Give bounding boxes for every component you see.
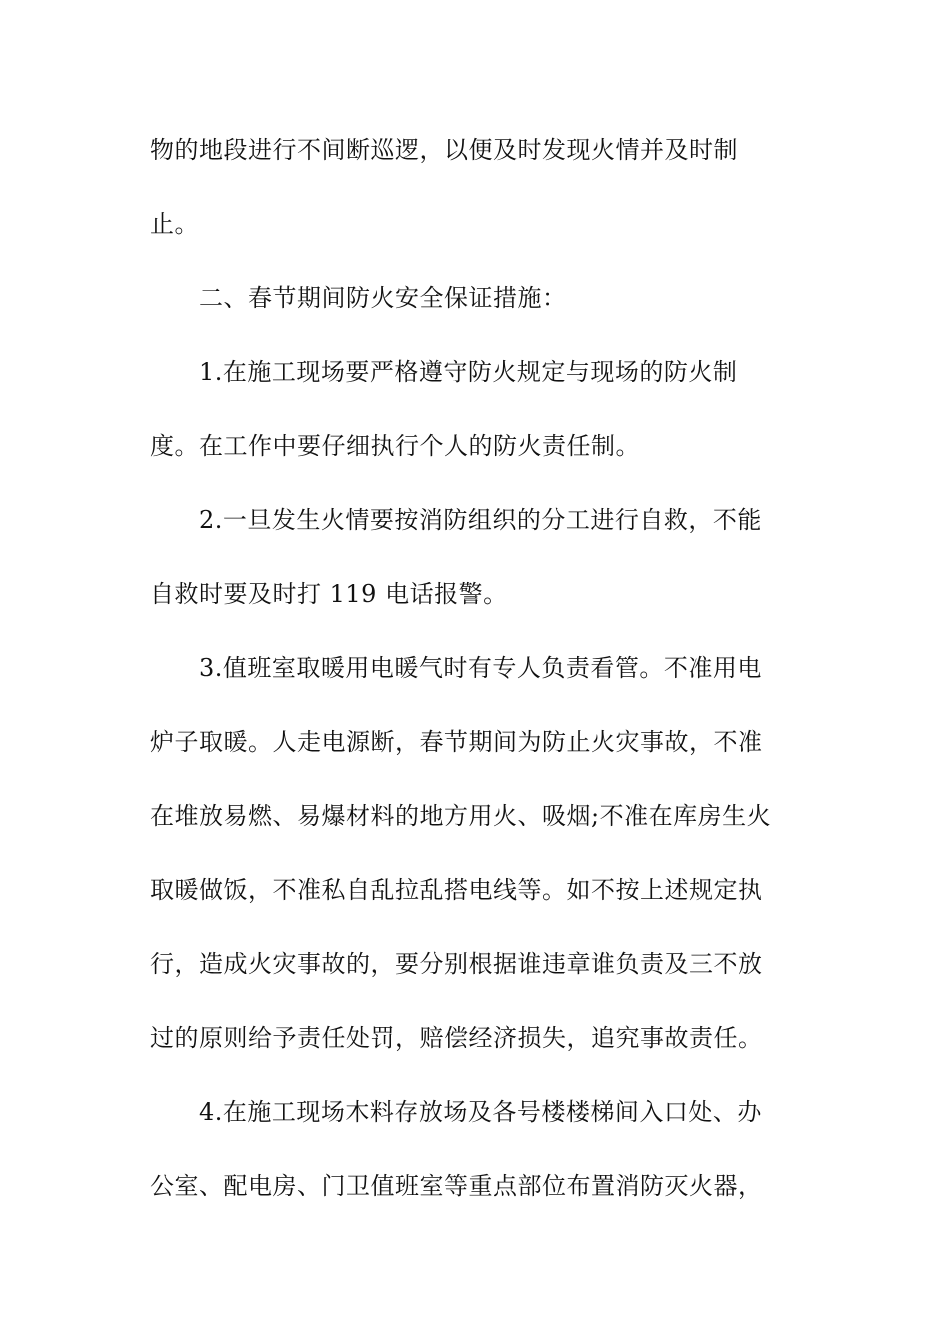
text-line: 1.在施工现场要严格遵守防火规定与现场的防火制 xyxy=(199,358,738,386)
text-line: 度。在工作中要仔细执行个人的防火责任制。 xyxy=(150,432,640,460)
text-line: 取暖做饭，不准私自乱拉乱搭电线等。如不按上述规定执 xyxy=(150,876,763,904)
text-line: 行，造成火灾事故的，要分别根据谁违章谁负责及三不放 xyxy=(150,950,763,978)
text-line: 自救时要及时打 119 电话报警。 xyxy=(150,580,508,608)
text-line: 在堆放易燃、易爆材料的地方用火、吸烟;不准在库房生火 xyxy=(150,802,772,830)
section-heading: 二、春节期间防火安全保证措施： xyxy=(199,284,567,312)
text-line: 物的地段进行不间断巡逻，以便及时发现火情并及时制 xyxy=(150,136,738,164)
text-line: 过的原则给予责任处罚，赔偿经济损失，追究事故责任。 xyxy=(150,1024,763,1052)
text-line: 2.一旦发生火情要按消防组织的分工进行自救，不能 xyxy=(199,506,762,534)
text-line: 3.值班室取暖用电暖气时有专人负责看管。不准用电 xyxy=(199,654,762,682)
text-line: 4.在施工现场木料存放场及各号楼楼梯间入口处、办 xyxy=(199,1098,762,1126)
text-line: 止。 xyxy=(150,210,199,238)
text-line: 公室、配电房、门卫值班室等重点部位布置消防灭火器， xyxy=(150,1172,763,1200)
text-line: 炉子取暖。人走电源断，春节期间为防止火灾事故，不准 xyxy=(150,728,763,756)
